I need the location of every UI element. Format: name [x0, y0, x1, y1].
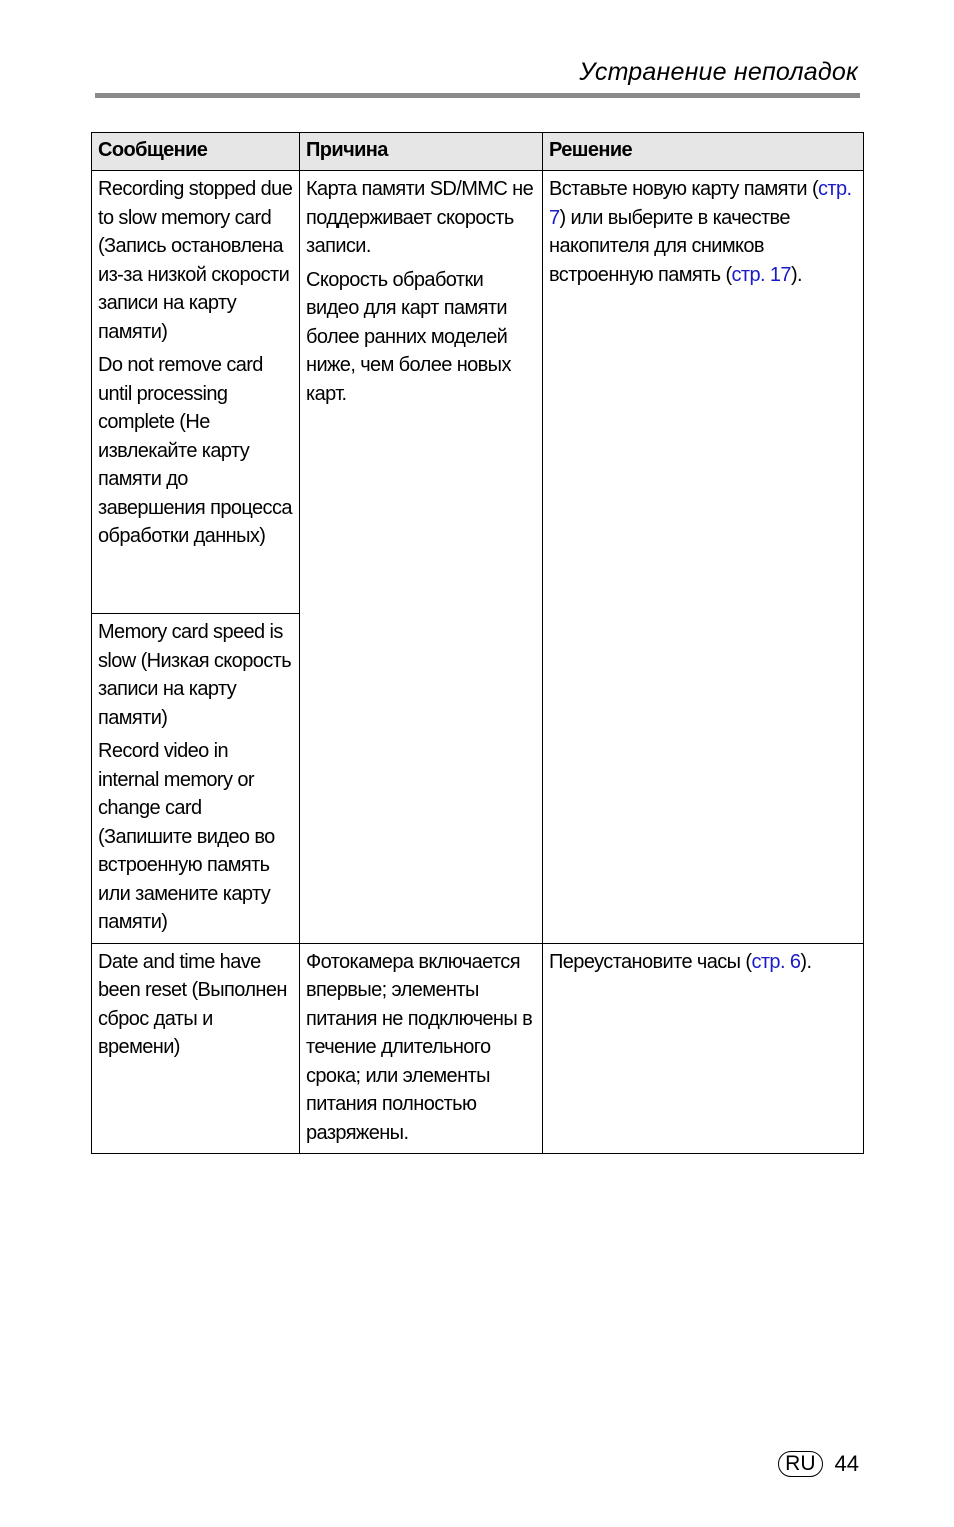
language-badge: RU — [778, 1451, 822, 1477]
page-link[interactable]: стр. 17 — [731, 263, 791, 286]
message-text: Date and time have been reset (Выполнен сброс даты и времени) — [98, 950, 287, 1058]
cause-text: Карта памяти SD/MMC не поддерживает скорость записи. — [306, 178, 534, 257]
page-number: 44 — [834, 1451, 859, 1476]
page-link[interactable]: стр. 7 — [549, 178, 852, 229]
column-header-cause: Причина — [300, 133, 543, 171]
column-header-message: Сообщение — [92, 133, 300, 171]
page-link[interactable]: стр. 6 — [751, 950, 801, 973]
solution-text: ). — [800, 950, 812, 973]
column-header-solution: Решение — [543, 133, 864, 171]
table-header-row — [92, 133, 864, 171]
message-cell — [92, 614, 300, 944]
solution-text: ) или выберите в качестве накопителя для снимков встроенную память ( — [549, 206, 790, 286]
message-text: Record video in internal memory or change card (Запишите видео во встроенную память или замените карту памяти) — [98, 740, 275, 933]
solution-cell — [543, 171, 864, 944]
page-header-title: Устранение неполадок — [579, 58, 858, 86]
cause-text: Скорость обработки видео для карт памяти более ранних моделей ниже, чем более новых карт. — [306, 268, 511, 405]
message-cell — [92, 171, 300, 614]
table-row — [92, 943, 864, 1154]
header-rule — [95, 93, 860, 98]
cause-cell — [300, 171, 543, 944]
solution-text: Вставьте новую карту памяти ( — [549, 178, 819, 200]
message-text: Memory card speed is slow (Низкая скорость записи на карту памяти) — [98, 621, 292, 729]
message-text: Do not remove card until processing complete (Не извлекайте карту памяти до завершения процесса обработки данных) — [98, 354, 292, 547]
solution-cell — [543, 943, 864, 1154]
message-text: Recording stopped due to slow memory card (Запись остановлена из-за низкой скорости записи на карту памяти) — [98, 178, 293, 343]
message-cell — [92, 943, 300, 1154]
troubleshooting-table — [91, 132, 864, 1154]
solution-text: ). — [790, 263, 802, 286]
cause-cell — [300, 943, 543, 1154]
table-row — [92, 171, 864, 614]
page-footer — [778, 1451, 859, 1477]
solution-text: Переустановите часы ( — [549, 950, 752, 973]
cause-text: Фотокамера включается впервые; элементы питания не подключены в течение длительного срока; или элементы питания полностью разряжены. — [306, 950, 533, 1144]
